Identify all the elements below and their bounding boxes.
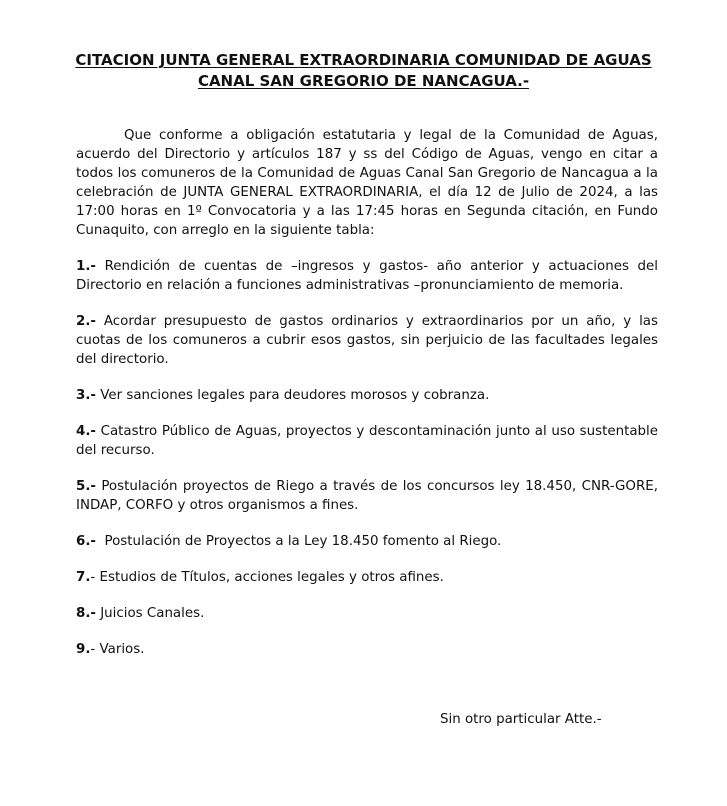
agenda-item-number: 9. bbox=[76, 642, 91, 657]
title-line-2: CANAL SAN GREGORIO DE NANCAGUA.- bbox=[197, 72, 530, 90]
agenda-item-number: 1.- bbox=[76, 259, 96, 274]
agenda-item-7 bbox=[76, 568, 658, 587]
agenda-item-number-suffix: - bbox=[90, 642, 96, 657]
agenda-item-text: Acordar presupuesto de gastos ordinarios y extraordinarios por un año, y las cuotas de los comuneros a cubrir esos gastos, sin perjuicio de las facultades legales del directorio. bbox=[76, 314, 658, 367]
agenda-item-9 bbox=[76, 640, 658, 659]
agenda-item-number: 2.- bbox=[76, 314, 96, 329]
agenda-item-number: 5.- bbox=[76, 479, 96, 494]
document-body bbox=[76, 126, 658, 676]
agenda-item-number: 6.- bbox=[76, 534, 96, 549]
agenda-item-2 bbox=[76, 312, 658, 369]
agenda-item-number-suffix: - bbox=[90, 570, 96, 585]
agenda-item-number: 7. bbox=[76, 570, 91, 585]
document-title bbox=[40, 50, 687, 92]
agenda-item-number: 3.- bbox=[76, 388, 96, 403]
agenda-item-number: 4.- bbox=[76, 424, 96, 439]
agenda-item-text: Estudios de Títulos, acciones legales y otros afines. bbox=[95, 570, 444, 585]
agenda-item-8 bbox=[76, 604, 658, 623]
agenda-item-5 bbox=[76, 477, 658, 515]
agenda-item-text: Varios. bbox=[95, 642, 145, 657]
agenda-item-text: Juicios Canales. bbox=[95, 606, 205, 621]
agenda-item-4 bbox=[76, 422, 658, 460]
closing-salutation: Sin otro particular Atte.- bbox=[440, 712, 602, 727]
agenda-item-number: 8.- bbox=[76, 606, 96, 621]
title-line-1: CITACION JUNTA GENERAL EXTRAORDINARIA COMUNIDAD DE AGUAS bbox=[75, 51, 652, 69]
agenda-item-text: Catastro Público de Aguas, proyectos y descontaminación junto al uso sustentable del recurso. bbox=[76, 424, 658, 458]
agenda-item-text: Ver sanciones legales para deudores morosos y cobranza. bbox=[95, 388, 490, 403]
agenda-item-6 bbox=[76, 532, 658, 551]
agenda-item-text: Postulación de Proyectos a la Ley 18.450 fomento al Riego. bbox=[95, 534, 502, 549]
agenda-item-text: Postulación proyectos de Riego a través de los concursos ley 18.450, CNR-GORE, INDAP, CORFO y otros organismos a fines. bbox=[76, 479, 658, 513]
agenda-item-text: Rendición de cuentas de –ingresos y gastos- año anterior y actuaciones del Directorio en relación a funciones administrativas –pronunciamiento de memoria. bbox=[76, 259, 658, 293]
agenda-item-3 bbox=[76, 386, 658, 405]
agenda-item-1 bbox=[76, 257, 658, 295]
intro-paragraph: Que conforme a obligación estatutaria y legal de la Comunidad de Aguas, acuerdo del Directorio y artículos 187 y ss del Código de Aguas, vengo en citar a todos los comuneros de la Comunidad de Aguas Canal San Gregorio de Nancagua a la celebración de JUNTA GENERAL EXTRAORDINARIA, el día 12 de Julio de 2024, a las 17:00 horas en 1º Convocatoria y a las 17:45 horas en Segunda citación, en Fundo Cunaquito, con arreglo en la siguiente tabla: bbox=[76, 128, 658, 238]
